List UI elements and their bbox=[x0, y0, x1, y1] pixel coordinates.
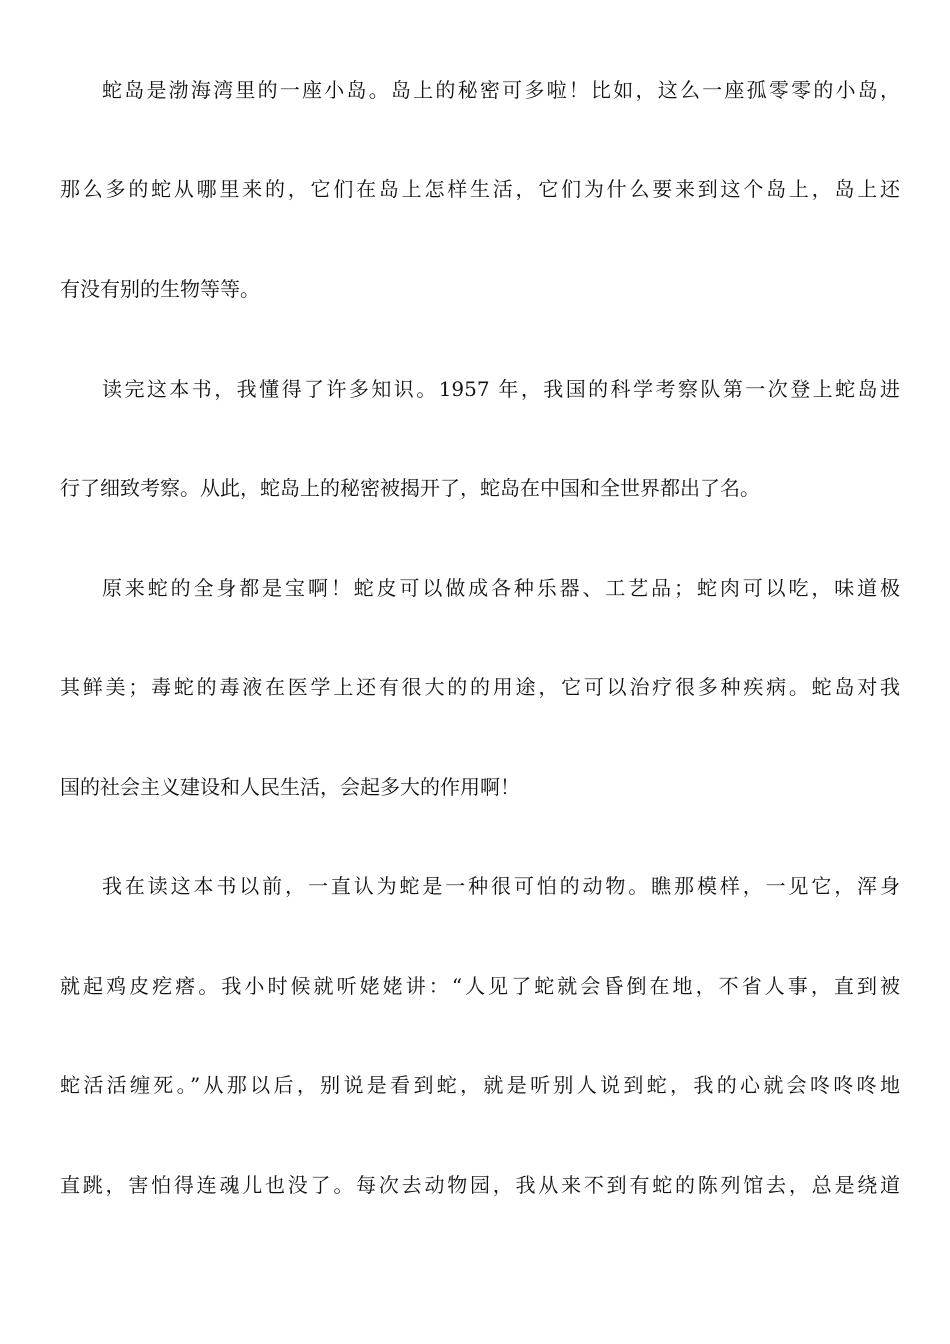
paragraph-4-line-4: 直跳，害怕得连魂儿也没了。每次去动物园，我从来不到有蛇的陈列馆去，总是绕道 bbox=[60, 1173, 900, 1197]
paragraph-1-line-2: 那么多的蛇从哪里来的，它们在岛上怎样生活，它们为什么要来到这个岛上，岛上还 bbox=[60, 177, 900, 201]
paragraph-2-line-2: 行了细致考察。从此，蛇岛上的秘密被揭开了，蛇岛在中国和全世界都出了名。 bbox=[60, 476, 760, 500]
paragraph-3-line-3: 国的社会主义建设和人民生活，会起多大的作用啊！ bbox=[60, 775, 520, 799]
paragraph-4-line-2: 就起鸡皮疙瘩。我小时候就听姥姥讲：“人见了蛇就会昏倒在地，不省人事，直到被 bbox=[60, 974, 900, 998]
paragraph-2-line-1: 读完这本书，我懂得了许多知识。1957 年，我国的科学考察队第一次登上蛇岛进 bbox=[102, 377, 900, 401]
paragraph-3-line-2: 其鲜美；毒蛇的毒液在医学上还有很大的的用途，它可以治疗很多种疾病。蛇岛对我 bbox=[60, 675, 900, 699]
paragraph-3-line-1: 原来蛇的全身都是宝啊！蛇皮可以做成各种乐器、工艺品；蛇肉可以吃，味道极 bbox=[102, 576, 900, 600]
paragraph-1-line-3: 有没有别的生物等等。 bbox=[60, 277, 260, 301]
paragraph-4-line-1: 我在读这本书以前，一直认为蛇是一种很可怕的动物。瞧那模样，一见它，浑身 bbox=[102, 874, 900, 898]
paragraph-1-line-1: 蛇岛是渤海湾里的一座小岛。岛上的秘密可多啦！比如，这么一座孤零零的小岛， bbox=[102, 78, 900, 102]
paragraph-4-line-3: 蛇活活缠死。”从那以后，别说是看到蛇，就是听别人说到蛇，我的心就会咚咚咚地 bbox=[60, 1073, 900, 1097]
